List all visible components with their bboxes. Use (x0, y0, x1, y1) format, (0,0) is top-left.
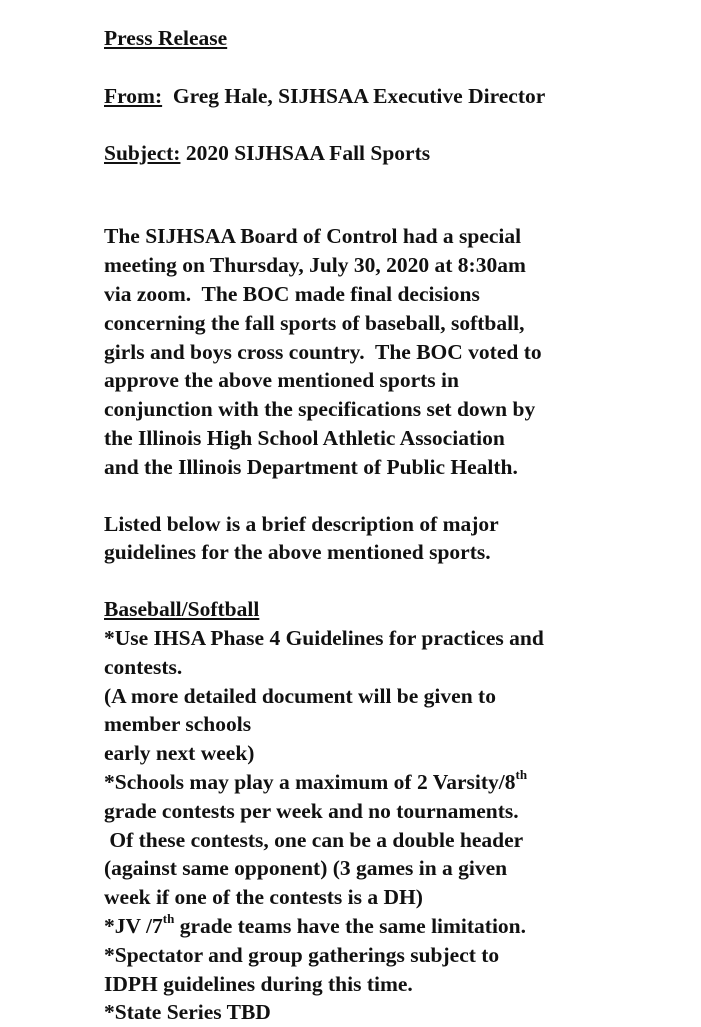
guideline-line: early next week) (104, 741, 255, 766)
guideline-line: (against same opponent) (3 games in a given (104, 856, 508, 881)
from-line (104, 82, 694, 111)
guideline-text: *Schools may play a maximum of 2 Varsity/8 (104, 769, 516, 794)
guideline-line: (A more detailed document will be given to (104, 683, 496, 708)
from-value: Greg Hale, SIJHSAA Executive Director (172, 83, 546, 108)
paragraph-line: concerning the fall sports of baseball, softball, (104, 310, 525, 335)
guideline-line (104, 768, 694, 797)
guideline-line: *State Series TBD (104, 1000, 271, 1025)
guideline-line (104, 912, 694, 941)
section-heading-text: Baseball/Softball (104, 597, 260, 622)
paragraph-line: and the Illinois Department of Public Health. (104, 454, 518, 479)
press-release-document (104, 24, 694, 1027)
subject-label: Subject: (104, 140, 181, 165)
guideline-line: *Spectator and group gatherings subject to (104, 942, 500, 967)
paragraph-line: the Illinois High School Athletic Association (104, 425, 505, 450)
guideline-line: week if one of the contests is a DH) (104, 885, 423, 910)
document-title (104, 24, 694, 53)
paragraph-line: girls and boys cross country. The BOC voted to (104, 339, 542, 364)
paragraph-line: The SIJHSAA Board of Control had a special (104, 224, 522, 249)
guideline-line: IDPH guidelines during this time. (104, 971, 413, 996)
guideline-text: grade teams have the same limitation. (174, 913, 527, 938)
guideline-line: grade contests per week and no tournaments. (104, 798, 519, 823)
subject-line (104, 139, 694, 168)
baseball-softball-section (104, 595, 694, 1027)
title-text: Press Release (104, 26, 228, 50)
guideline-line: *Use IHSA Phase 4 Guidelines for practices and (104, 625, 544, 650)
intro-paragraph (104, 222, 694, 481)
summary-paragraph (104, 510, 694, 568)
ordinal-superscript: th (162, 910, 175, 926)
paragraph-line: conjunction with the specifications set down by (104, 397, 536, 422)
guideline-line: member schools (104, 712, 252, 737)
paragraph-line: approve the above mentioned sports in (104, 368, 459, 393)
paragraph-line: via zoom. The BOC made final decisions (104, 281, 480, 306)
guideline-text: *JV /7 (104, 913, 163, 938)
ordinal-superscript: th (515, 766, 528, 782)
guideline-line: Of these contests, one can be a double header (104, 827, 524, 852)
paragraph-line: guidelines for the above mentioned sports. (104, 540, 491, 565)
section-heading (104, 595, 694, 624)
paragraph-line: Listed below is a brief description of major (104, 511, 499, 536)
paragraph-line: meeting on Thursday, July 30, 2020 at 8:30am (104, 253, 526, 278)
subject-value: 2020 SIJHSAA Fall Sports (185, 140, 431, 165)
guideline-line: contests. (104, 654, 183, 679)
from-label: From: (104, 83, 163, 108)
